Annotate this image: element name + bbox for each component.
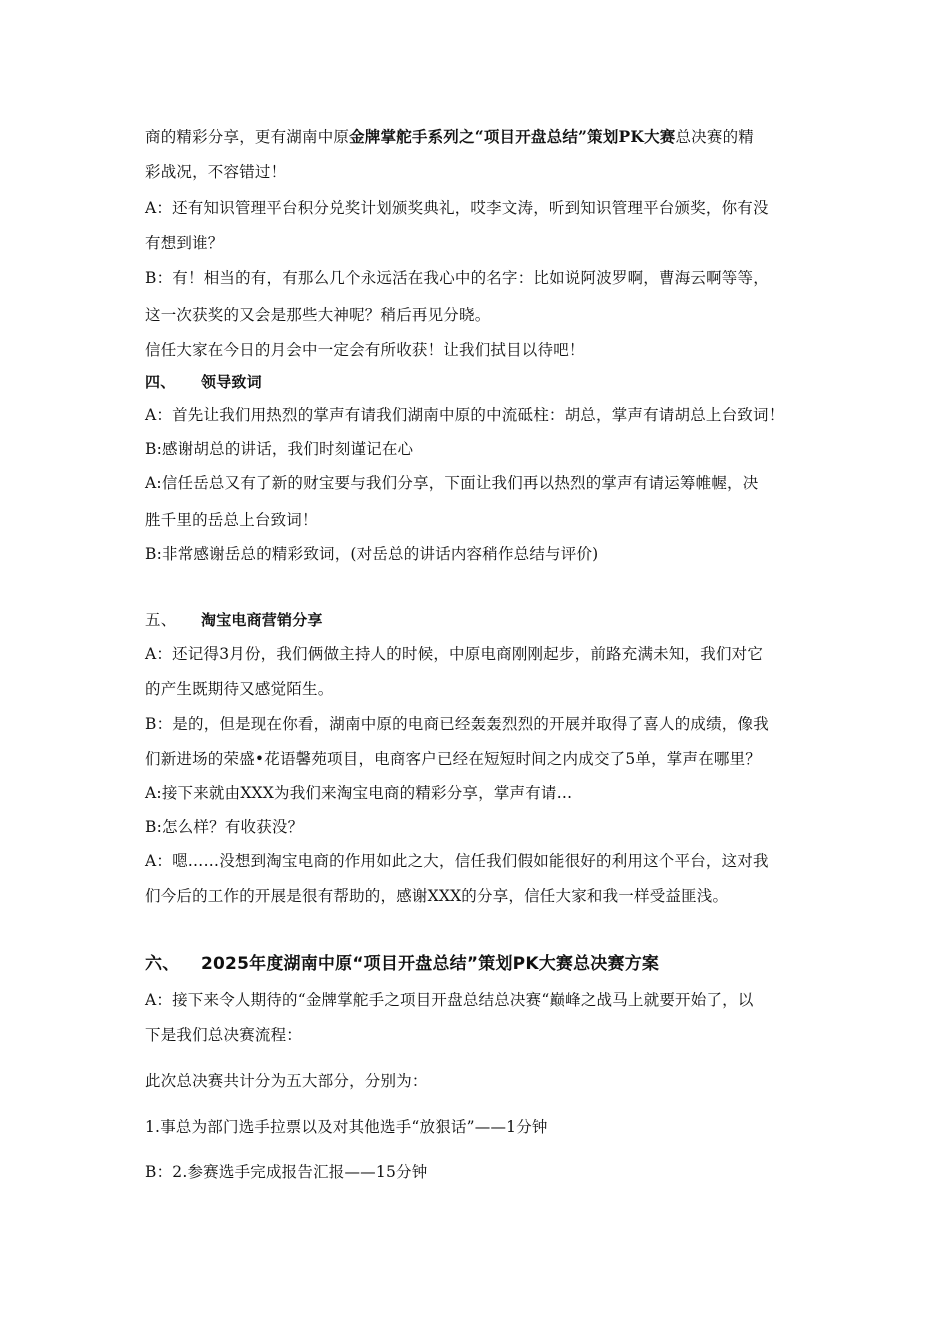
dialogue-line: 们今后的工作的开展是很有帮助的，感谢XXX的分享，信任大家和我一样受益匪浅。	[145, 887, 729, 905]
list-item: 1.事总为部门选手拉票以及对其他选手“放狠话”——1分钟	[145, 1118, 548, 1136]
dialogue-line: B:非常感谢岳总的精彩致词，(对岳总的讲话内容稍作总结与评价)	[145, 545, 599, 563]
dialogue-line: B：有！相当的有，有那么几个永远活在我心中的名字：比如说阿波罗啊，曹海云啊等等，	[145, 269, 769, 287]
dialogue-line: B：是的，但是现在你看，湖南中原的电商已经轰轰烈烈的开展并取得了喜人的成绩，像我	[145, 715, 769, 733]
paragraph-line	[145, 126, 754, 148]
dialogue-line: 下是我们总决赛流程：	[145, 1026, 303, 1044]
paragraph-line: 此次总决赛共计分为五大部分，分别为：	[145, 1072, 428, 1090]
dialogue-line: A：还有知识管理平台积分兑奖计划颁奖典礼，哎李文涛，听到知识管理平台颁奖，你有没	[145, 199, 769, 217]
dialogue-line: A：首先让我们用热烈的掌声有请我们湖南中原的中流砥柱：胡总，掌声有请胡总上台致词！	[145, 406, 785, 424]
dialogue-line: A：还记得3月份，我们俩做主持人的时候，中原电商刚刚起步，前路充满未知，我们对它	[145, 645, 764, 663]
section-number: 四、	[145, 373, 176, 391]
paragraph-line: 信任大家在今日的月会中一定会有所收获！让我们拭目以待吧！	[145, 341, 585, 359]
dialogue-line: A：接下来令人期待的“金牌掌舵手之项目开盘总结总决赛“巅峰之战马上就要开始了，以	[145, 991, 754, 1009]
section-heading-4	[145, 371, 262, 393]
dialogue-line: 有想到谁？	[145, 234, 224, 252]
paragraph-line: 彩战况，不容错过！	[145, 163, 287, 181]
section-number: 六、	[145, 954, 180, 974]
dialogue-line: 们新进场的荣盛•花语馨苑项目，电商客户已经在短短时间之内成交了5单，掌声在哪里？	[145, 750, 762, 768]
section-title: 领导致词	[201, 373, 262, 391]
section-heading-6	[145, 953, 659, 975]
dialogue-line: A:信任岳总又有了新的财宝要与我们分享，下面让我们再以热烈的掌声有请运筹帷幄，决	[145, 474, 759, 492]
dialogue-line: A：嗯……没想到淘宝电商的作用如此之大，信任我们假如能很好的利用这个平台，这对我	[145, 852, 769, 870]
text-run: 总决赛的精	[675, 128, 754, 146]
dialogue-line: B:怎么样？有收获没？	[145, 818, 304, 836]
dialogue-line: 胜千里的岳总上台致词！	[145, 511, 318, 529]
section-title: 淘宝电商营销分享	[201, 611, 323, 629]
list-item: B：2.参赛选手完成报告汇报——15分钟	[145, 1163, 428, 1181]
bold-text-run: 金牌掌舵手系列之“项目开盘总结”策划PK大赛	[349, 127, 676, 146]
dialogue-line: 这一次获奖的又会是那些大神呢？稍后再见分晓。	[145, 306, 491, 324]
text-run: 商的精彩分享，更有湖南中原	[145, 128, 350, 146]
dialogue-line: 的产生既期待又感觉陌生。	[145, 680, 334, 698]
dialogue-line: A:接下来就由XXX为我们来淘宝电商的精彩分享，掌声有请…	[145, 784, 573, 802]
dialogue-line: B:感谢胡总的讲话，我们时刻谨记在心	[145, 440, 414, 458]
section-heading-5	[145, 609, 323, 631]
section-title: 2025年度湖南中原“项目开盘总结”策划PK大赛总决赛方案	[201, 954, 660, 974]
section-number: 五、	[145, 611, 177, 629]
